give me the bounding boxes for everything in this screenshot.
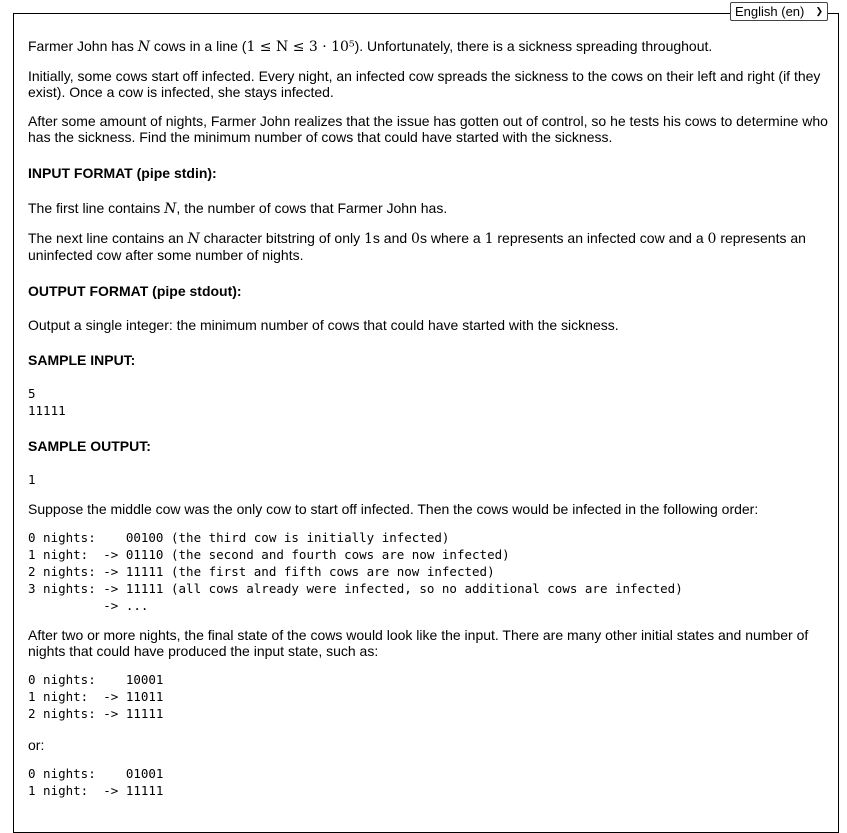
explanation-code-1: 0 nights: 00100 (the third cow is initially infected) 1 night: -> 01110 (the second and fourth cows are now infected) 2 nights: -> 11111 (the first and fifth cows are now infected) 3 nights: -> 11111 (all cows already were infected, so no additional cows are infected) -> ... — [28, 530, 683, 613]
output-format-heading: OUTPUT FORMAT (pipe stdout): — [28, 283, 242, 299]
explanation-or: or: — [28, 736, 45, 753]
input-format-line-2: The next line contains an N character bitstring of only 1s and 0s where a 1 represents an infected cow and a 0 represents an uninfected cow after some number of nights. — [28, 230, 806, 263]
sample-input-block: 5 11111 — [28, 386, 66, 418]
input-format-line-1: The first line contains N, the number of cows that Farmer John has. — [28, 200, 448, 217]
statement-paragraph-1: Farmer John has N cows in a line (1 ≤ N ≤ 3 · 10⁵). Unfortunately, there is a sickness spreading throughout. — [28, 38, 713, 55]
language-select-value: English (en) — [735, 4, 805, 19]
explanation-code-3: 0 nights: 01001 1 night: -> 11111 — [28, 765, 164, 798]
sample-output-heading: SAMPLE OUTPUT: — [28, 437, 151, 454]
explanation-paragraph-2: After two or more nights, the final state of the cows would look like the input. There are many other initial states and number of nights that could have produced the input state, such as: — [28, 627, 809, 660]
explanation-code-2: 0 nights: 10001 1 night: -> 11011 2 nights: -> 11111 — [28, 672, 164, 721]
chevron-down-icon: ❯ — [815, 6, 823, 16]
var-n: N — [137, 39, 150, 55]
input-format-heading: INPUT FORMAT (pipe stdin): — [28, 165, 217, 181]
sample-input-heading: SAMPLE INPUT: — [28, 352, 136, 368]
output-format-text: Output a single integer: the minimum number of cows that could have started with the sickness. — [28, 317, 619, 333]
language-select[interactable] — [730, 2, 828, 21]
problem-content — [28, 38, 828, 799]
explanation-paragraph-1: Suppose the middle cow was the only cow to start off infected. Then the cows would be infected in the following order: — [28, 501, 759, 518]
statement-paragraph-3: After some amount of nights, Farmer John realizes that the issue has gotten out of control, so he tests his cows to determine who has the sickness. Find the minimum number of cows that could have started with the sickness. — [28, 113, 828, 145]
sample-output-block: 1 — [28, 471, 36, 487]
constraint-range: 1 ≤ N ≤ 3 · 10⁵ — [246, 39, 355, 55]
statement-paragraph-2: Initially, some cows start off infected. Every night, an infected cow spreads the sickness to the cows on their left and right (if they exist). Once a cow is infected, she stays infected. — [28, 68, 821, 100]
